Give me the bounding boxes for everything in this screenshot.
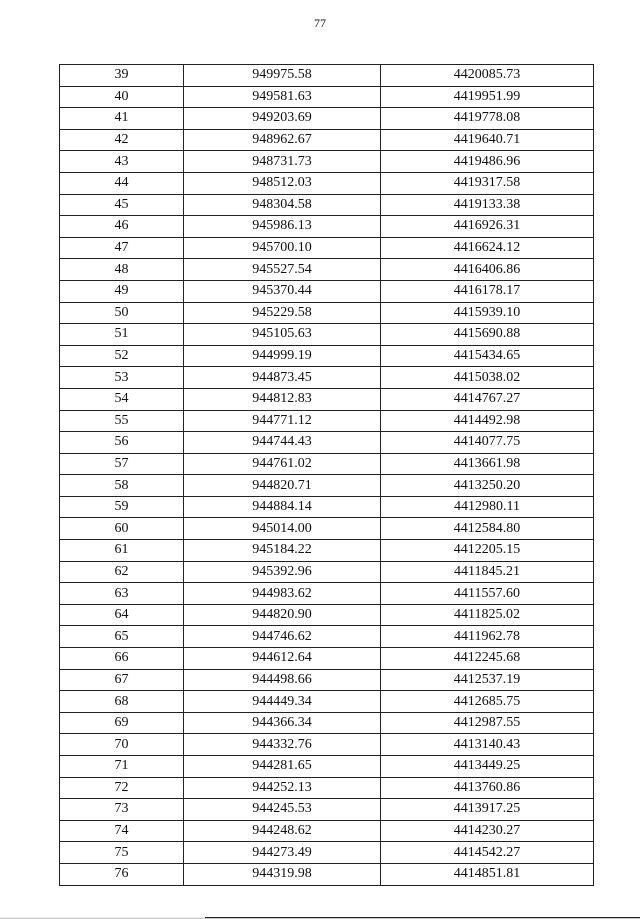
x-coordinate-cell: 945392.96 <box>184 561 381 583</box>
x-coordinate-cell: 948731.73 <box>184 151 381 173</box>
x-coordinate-cell: 944761.02 <box>184 453 381 475</box>
y-coordinate-cell: 4415690.88 <box>381 324 594 346</box>
y-coordinate-cell: 4412980.11 <box>381 496 594 518</box>
table-row <box>60 842 594 864</box>
point-number-cell: 39 <box>60 65 184 87</box>
table-row <box>60 669 594 691</box>
point-number-cell: 75 <box>60 842 184 864</box>
table-row <box>60 432 594 454</box>
table-row <box>60 604 594 626</box>
point-number-cell: 51 <box>60 324 184 346</box>
point-number-cell: 57 <box>60 453 184 475</box>
x-coordinate-cell: 949975.58 <box>184 65 381 87</box>
y-coordinate-cell: 4415434.65 <box>381 345 594 367</box>
page-bottom-rule <box>205 917 640 918</box>
point-number-cell: 49 <box>60 280 184 302</box>
x-coordinate-cell: 944449.34 <box>184 691 381 713</box>
y-coordinate-cell: 4419317.58 <box>381 172 594 194</box>
x-coordinate-cell: 944744.43 <box>184 432 381 454</box>
table-row <box>60 237 594 259</box>
table-row <box>60 712 594 734</box>
point-number-cell: 53 <box>60 367 184 389</box>
table-row <box>60 151 594 173</box>
y-coordinate-cell: 4415939.10 <box>381 302 594 324</box>
x-coordinate-cell: 944820.90 <box>184 604 381 626</box>
point-number-cell: 70 <box>60 734 184 756</box>
point-number-cell: 50 <box>60 302 184 324</box>
x-coordinate-cell: 944746.62 <box>184 626 381 648</box>
x-coordinate-cell: 944248.62 <box>184 820 381 842</box>
table-row <box>60 324 594 346</box>
point-number-cell: 43 <box>60 151 184 173</box>
y-coordinate-cell: 4411962.78 <box>381 626 594 648</box>
table-row <box>60 691 594 713</box>
table-row <box>60 367 594 389</box>
point-number-cell: 63 <box>60 583 184 605</box>
table-row <box>60 410 594 432</box>
point-number-cell: 71 <box>60 756 184 778</box>
point-number-cell: 72 <box>60 777 184 799</box>
y-coordinate-cell: 4416406.86 <box>381 259 594 281</box>
table-row <box>60 388 594 410</box>
x-coordinate-cell: 948304.58 <box>184 194 381 216</box>
table-row <box>60 799 594 821</box>
coordinates-table <box>59 64 594 886</box>
table-row <box>60 648 594 670</box>
table-row <box>60 65 594 87</box>
x-coordinate-cell: 945229.58 <box>184 302 381 324</box>
x-coordinate-cell: 944812.83 <box>184 388 381 410</box>
y-coordinate-cell: 4413917.25 <box>381 799 594 821</box>
point-number-cell: 67 <box>60 669 184 691</box>
x-coordinate-cell: 949203.69 <box>184 108 381 130</box>
table-row <box>60 518 594 540</box>
table-row <box>60 108 594 130</box>
y-coordinate-cell: 4414077.75 <box>381 432 594 454</box>
page-number: 77 <box>314 16 326 30</box>
y-coordinate-cell: 4412987.55 <box>381 712 594 734</box>
point-number-cell: 46 <box>60 216 184 238</box>
point-number-cell: 68 <box>60 691 184 713</box>
table-row <box>60 453 594 475</box>
x-coordinate-cell: 944999.19 <box>184 345 381 367</box>
y-coordinate-cell: 4414230.27 <box>381 820 594 842</box>
x-coordinate-cell: 944252.13 <box>184 777 381 799</box>
y-coordinate-cell: 4413449.25 <box>381 756 594 778</box>
y-coordinate-cell: 4419951.99 <box>381 86 594 108</box>
x-coordinate-cell: 945014.00 <box>184 518 381 540</box>
point-number-cell: 66 <box>60 648 184 670</box>
table-row <box>60 259 594 281</box>
y-coordinate-cell: 4419133.38 <box>381 194 594 216</box>
x-coordinate-cell: 949581.63 <box>184 86 381 108</box>
y-coordinate-cell: 4412685.75 <box>381 691 594 713</box>
x-coordinate-cell: 945105.63 <box>184 324 381 346</box>
x-coordinate-cell: 945184.22 <box>184 540 381 562</box>
point-number-cell: 64 <box>60 604 184 626</box>
table-row <box>60 86 594 108</box>
y-coordinate-cell: 4416178.17 <box>381 280 594 302</box>
x-coordinate-cell: 944332.76 <box>184 734 381 756</box>
y-coordinate-cell: 4419640.71 <box>381 129 594 151</box>
x-coordinate-cell: 944771.12 <box>184 410 381 432</box>
table-row <box>60 496 594 518</box>
y-coordinate-cell: 4411557.60 <box>381 583 594 605</box>
table-row <box>60 756 594 778</box>
x-coordinate-cell: 944273.49 <box>184 842 381 864</box>
y-coordinate-cell: 4414492.98 <box>381 410 594 432</box>
y-coordinate-cell: 4414767.27 <box>381 388 594 410</box>
y-coordinate-cell: 4411825.02 <box>381 604 594 626</box>
y-coordinate-cell: 4412537.19 <box>381 669 594 691</box>
table-row <box>60 540 594 562</box>
point-number-cell: 73 <box>60 799 184 821</box>
y-coordinate-cell: 4413250.20 <box>381 475 594 497</box>
x-coordinate-cell: 944873.45 <box>184 367 381 389</box>
x-coordinate-cell: 945370.44 <box>184 280 381 302</box>
point-number-cell: 76 <box>60 863 184 885</box>
point-number-cell: 56 <box>60 432 184 454</box>
table-row <box>60 280 594 302</box>
point-number-cell: 65 <box>60 626 184 648</box>
point-number-cell: 47 <box>60 237 184 259</box>
table-row <box>60 561 594 583</box>
x-coordinate-cell: 944498.66 <box>184 669 381 691</box>
x-coordinate-cell: 944319.98 <box>184 863 381 885</box>
y-coordinate-cell: 4419778.08 <box>381 108 594 130</box>
point-number-cell: 44 <box>60 172 184 194</box>
y-coordinate-cell: 4411845.21 <box>381 561 594 583</box>
table-row <box>60 863 594 885</box>
x-coordinate-cell: 945700.10 <box>184 237 381 259</box>
point-number-cell: 41 <box>60 108 184 130</box>
y-coordinate-cell: 4412205.15 <box>381 540 594 562</box>
x-coordinate-cell: 945986.13 <box>184 216 381 238</box>
y-coordinate-cell: 4416926.31 <box>381 216 594 238</box>
table-row <box>60 734 594 756</box>
table-row <box>60 583 594 605</box>
point-number-cell: 60 <box>60 518 184 540</box>
y-coordinate-cell: 4414542.27 <box>381 842 594 864</box>
y-coordinate-cell: 4414851.81 <box>381 863 594 885</box>
table-row <box>60 626 594 648</box>
point-number-cell: 61 <box>60 540 184 562</box>
table-row <box>60 216 594 238</box>
y-coordinate-cell: 4412245.68 <box>381 648 594 670</box>
table-row <box>60 129 594 151</box>
point-number-cell: 40 <box>60 86 184 108</box>
point-number-cell: 48 <box>60 259 184 281</box>
y-coordinate-cell: 4416624.12 <box>381 237 594 259</box>
point-number-cell: 62 <box>60 561 184 583</box>
x-coordinate-cell: 944612.64 <box>184 648 381 670</box>
y-coordinate-cell: 4420085.73 <box>381 65 594 87</box>
point-number-cell: 45 <box>60 194 184 216</box>
y-coordinate-cell: 4413760.86 <box>381 777 594 799</box>
y-coordinate-cell: 4415038.02 <box>381 367 594 389</box>
point-number-cell: 58 <box>60 475 184 497</box>
point-number-cell: 55 <box>60 410 184 432</box>
point-number-cell: 42 <box>60 129 184 151</box>
coordinates-table-body <box>60 65 594 886</box>
y-coordinate-cell: 4413140.43 <box>381 734 594 756</box>
table-row <box>60 475 594 497</box>
x-coordinate-cell: 944884.14 <box>184 496 381 518</box>
table-row <box>60 820 594 842</box>
point-number-cell: 74 <box>60 820 184 842</box>
x-coordinate-cell: 944281.65 <box>184 756 381 778</box>
x-coordinate-cell: 948962.67 <box>184 129 381 151</box>
x-coordinate-cell: 944820.71 <box>184 475 381 497</box>
x-coordinate-cell: 944245.53 <box>184 799 381 821</box>
x-coordinate-cell: 944983.62 <box>184 583 381 605</box>
table-row <box>60 777 594 799</box>
table-row <box>60 345 594 367</box>
point-number-cell: 59 <box>60 496 184 518</box>
x-coordinate-cell: 944366.34 <box>184 712 381 734</box>
point-number-cell: 69 <box>60 712 184 734</box>
point-number-cell: 52 <box>60 345 184 367</box>
x-coordinate-cell: 945527.54 <box>184 259 381 281</box>
y-coordinate-cell: 4412584.80 <box>381 518 594 540</box>
x-coordinate-cell: 948512.03 <box>184 172 381 194</box>
y-coordinate-cell: 4413661.98 <box>381 453 594 475</box>
table-row <box>60 194 594 216</box>
table-row <box>60 302 594 324</box>
point-number-cell: 54 <box>60 388 184 410</box>
y-coordinate-cell: 4419486.96 <box>381 151 594 173</box>
table-row <box>60 172 594 194</box>
